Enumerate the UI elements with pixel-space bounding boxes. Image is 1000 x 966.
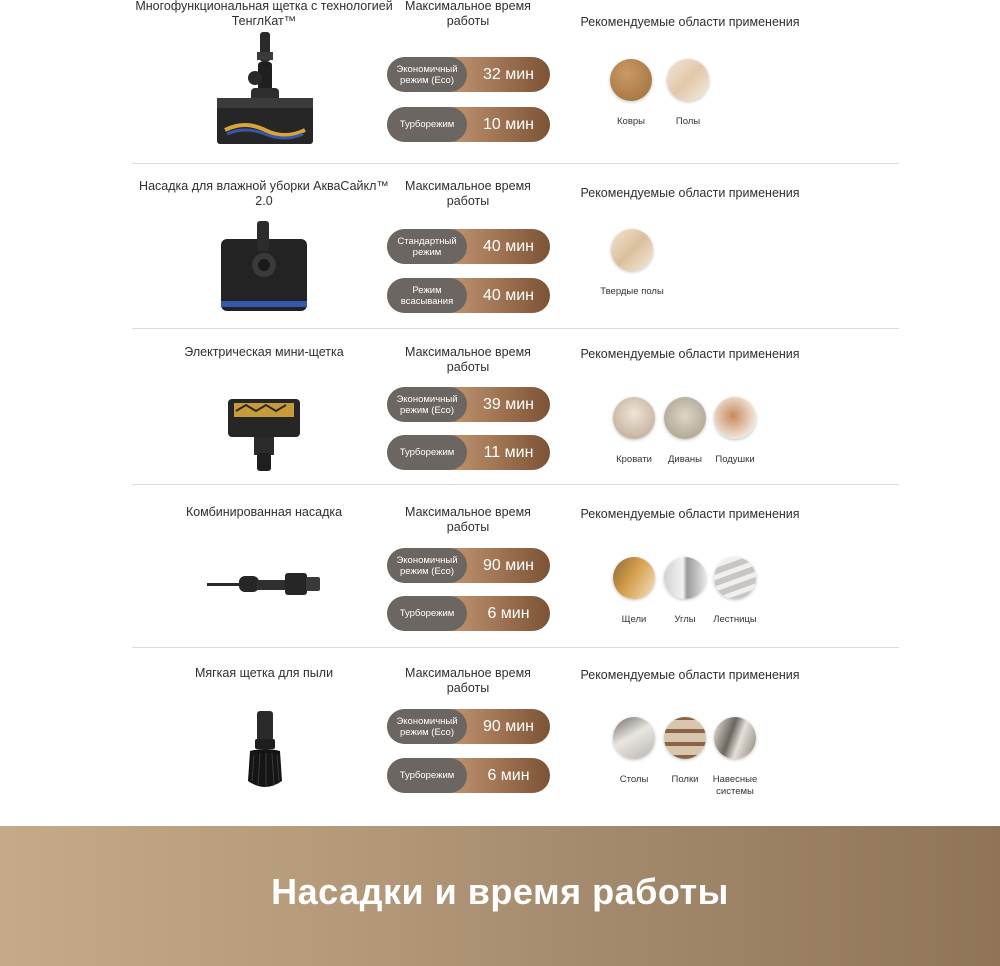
runtime-pill: [387, 278, 550, 313]
application-label: Кровати: [616, 454, 652, 465]
gap-image: [613, 557, 655, 599]
application-label: Диваны: [667, 454, 703, 465]
applications-header: Рекомендуемые области применения: [580, 507, 800, 521]
application-label: Полы: [675, 116, 701, 127]
runtime-pill: [387, 435, 550, 470]
mode-label: Турборежим: [387, 435, 467, 470]
mode-label: Турборежим: [387, 107, 467, 142]
application-item: [600, 229, 664, 298]
application-label: Лестницы: [713, 614, 757, 625]
application-label: Навесные системы: [712, 774, 758, 797]
row-divider: [132, 328, 899, 329]
runtime-pill: [387, 229, 550, 264]
runtime-pill: [387, 709, 550, 744]
application-item: [703, 557, 767, 626]
runtime-header: Максимальное время работы: [405, 179, 531, 208]
runtime-value: 39 мин: [482, 395, 534, 413]
runtime-value: 10 мин: [482, 115, 534, 133]
applications-header: Рекомендуемые области применения: [580, 347, 800, 361]
bed-image: [613, 397, 655, 439]
application-label: Щели: [621, 614, 647, 625]
runtime-value: 90 мин: [482, 717, 534, 735]
carpet-image: [610, 59, 652, 101]
runtime-header: Максимальное время работы: [405, 666, 531, 695]
application-label: Ковры: [617, 116, 645, 127]
footer-banner: [0, 826, 1000, 966]
application-label: Полки: [671, 774, 699, 785]
applications-header: Рекомендуемые области применения: [580, 15, 800, 29]
application-item: [703, 397, 767, 466]
runtime-value: 90 мин: [482, 556, 534, 574]
pillow-image: [714, 397, 756, 439]
mode-label: Режим всасывания: [387, 278, 467, 313]
runtime-pill: [387, 548, 550, 583]
applications-header: Рекомендуемые области применения: [580, 186, 800, 200]
brush-title-aquacycle: Насадка для влажной уборки АкваСайкл™ 2.0: [139, 179, 389, 208]
row-divider: [132, 484, 899, 485]
runtime-value: 6 мин: [487, 766, 530, 784]
shelf-image: [664, 717, 706, 759]
footer-title: Насадки и время работы: [271, 871, 729, 912]
application-label: Твердые полы: [600, 286, 664, 297]
application-item: [656, 59, 720, 128]
runtime-value: 32 мин: [482, 65, 534, 83]
runtime-pill: [387, 57, 550, 92]
brush-title-mini: Электрическая мини-щетка: [184, 345, 344, 359]
mode-label: Турборежим: [387, 596, 467, 631]
runtime-value: 6 мин: [487, 604, 530, 622]
brush-title-combo: Комбинированная насадка: [185, 505, 343, 519]
runtime-pill: [387, 596, 550, 631]
hanging-system-image: [714, 717, 756, 759]
runtime-value: 11 мин: [483, 443, 534, 461]
sofa-image: [664, 397, 706, 439]
mode-label: Экономичный режим (Eco): [387, 387, 467, 422]
stairs-image: [714, 557, 756, 599]
application-label: Углы: [674, 614, 696, 625]
soft-dust-brush-image: [246, 711, 284, 791]
hard-floor-image: [611, 229, 653, 271]
runtime-value: 40 мин: [482, 237, 534, 255]
mode-label: Экономичный режим (Eco): [387, 709, 467, 744]
application-label: Столы: [619, 774, 649, 785]
mode-label: Турборежим: [387, 758, 467, 793]
runtime-pill: [387, 387, 550, 422]
corner-image: [664, 557, 706, 599]
runtime-header: Максимальное время работы: [405, 345, 531, 374]
row-divider: [132, 163, 899, 164]
brush-title-multifunctional: Многофункциональная щетка с технологией ТенглКат™: [135, 0, 393, 28]
mode-label: Экономичный режим (Eco): [387, 548, 467, 583]
table-image: [613, 717, 655, 759]
application-label: Подушки: [715, 454, 755, 465]
mode-label: Стандартный режим: [387, 229, 467, 264]
floor-image: [667, 59, 709, 101]
combination-tool-image: [207, 570, 321, 600]
mini-brush-image: [226, 397, 302, 473]
applications-header: Рекомендуемые области применения: [580, 668, 800, 682]
row-divider: [132, 647, 899, 648]
runtime-header: Максимальное время работы: [405, 505, 531, 534]
wet-cleaning-brush-image: [219, 221, 309, 313]
multifunctional-brush-image: [215, 30, 315, 146]
brush-title-soft-dust: Мягкая щетка для пыли: [194, 666, 334, 680]
application-item: [599, 59, 663, 128]
runtime-pill: [387, 107, 550, 142]
mode-label: Экономичный режим (Eco): [387, 57, 467, 92]
runtime-pill: [387, 758, 550, 793]
runtime-header: Максимальное время работы: [405, 0, 531, 28]
application-item: [703, 717, 767, 798]
runtime-value: 40 мин: [482, 286, 534, 304]
